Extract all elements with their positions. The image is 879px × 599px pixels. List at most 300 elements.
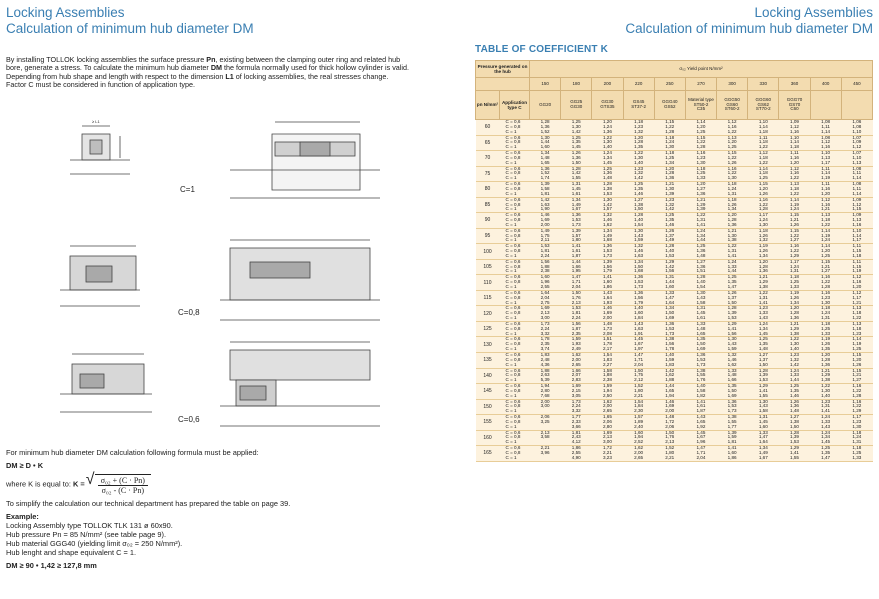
pn-value: 125 bbox=[476, 321, 500, 337]
k-value: 1,47 bbox=[665, 294, 675, 300]
k-value: 1,81 bbox=[540, 248, 550, 254]
k-value: 1,53 bbox=[727, 403, 737, 409]
k-value: 1,69 bbox=[727, 392, 737, 398]
k-value: 1,13 bbox=[852, 159, 862, 165]
example-line: Hub lenght and shape equivalent C = 1. bbox=[6, 548, 137, 557]
c-label: C = 0,6 bbox=[505, 134, 521, 140]
k-value-cell bbox=[810, 244, 841, 260]
hub-diagram-c1 bbox=[60, 112, 390, 212]
c-label: C = 0,6 bbox=[505, 165, 521, 171]
k-value-cell bbox=[841, 182, 872, 198]
k-value: 1,25 bbox=[789, 279, 799, 285]
k-value: 1,48 bbox=[696, 325, 706, 331]
k-value-cell bbox=[779, 213, 810, 229]
c-label: C = 0,8 bbox=[505, 356, 521, 362]
k-value: 1,25 bbox=[696, 128, 706, 134]
k-value: 1,53 bbox=[727, 315, 737, 321]
k-value: 1,43 bbox=[758, 403, 768, 409]
k-value: 2,06 bbox=[540, 414, 550, 420]
material-line: ST70-2 bbox=[755, 106, 771, 112]
k-value-cell bbox=[623, 166, 654, 182]
yield-value: 360 bbox=[779, 78, 810, 91]
k-value: 1,38 bbox=[665, 336, 675, 342]
k-value: 2,21 bbox=[634, 392, 644, 398]
pn-value: 105 bbox=[476, 259, 500, 275]
pn-value: 95 bbox=[476, 228, 500, 244]
k-value-cell bbox=[592, 290, 623, 306]
table-row bbox=[476, 446, 873, 462]
k-value: 1,25 bbox=[852, 346, 862, 352]
k-value: 1,42 bbox=[571, 170, 581, 176]
k-value bbox=[530, 456, 561, 461]
k-value: 1,78 bbox=[602, 341, 612, 347]
k-value-cell bbox=[779, 244, 810, 260]
k-value: 1,10 bbox=[789, 134, 799, 140]
table-row bbox=[476, 259, 873, 275]
k-value: 1,18 bbox=[789, 274, 799, 280]
pn-value: 165 bbox=[476, 446, 500, 462]
c-label: C = 0,6 bbox=[505, 320, 521, 326]
k-value: 1,16 bbox=[821, 201, 831, 207]
k-value: 1,14 bbox=[852, 190, 862, 196]
k-value: 1,37 bbox=[727, 294, 737, 300]
c-label: C = 1 bbox=[505, 439, 517, 445]
k-value: 1,24 bbox=[789, 367, 799, 373]
k-value: 1,18 bbox=[758, 139, 768, 145]
k-value: 1,30 bbox=[696, 159, 706, 165]
k-value-cell bbox=[748, 321, 779, 337]
k-value: 1,53 bbox=[540, 243, 550, 249]
k-value: 1,81 bbox=[727, 439, 737, 445]
k-value: 1,30 bbox=[602, 139, 612, 145]
k-value-cell bbox=[623, 244, 654, 260]
k-value-cell bbox=[592, 120, 623, 136]
k-value: 1,75 bbox=[540, 232, 550, 238]
k-value: 1,44 bbox=[540, 139, 550, 145]
c-label: C = 1 bbox=[505, 346, 517, 352]
k-value-cell bbox=[561, 337, 592, 353]
k-value: 1,44 bbox=[696, 237, 706, 243]
k-value: 1,44 bbox=[665, 279, 675, 285]
k-value-cell bbox=[654, 415, 685, 431]
k-value: 1,14 bbox=[758, 123, 768, 129]
k-value: 1,62 bbox=[602, 221, 612, 227]
k-value: 1,30 bbox=[634, 227, 644, 233]
k-value: 1,16 bbox=[789, 128, 799, 134]
k-value: 2,80 bbox=[602, 423, 612, 429]
k-value: 1,16 bbox=[789, 154, 799, 160]
k-value: 1,36 bbox=[571, 154, 581, 160]
application-type bbox=[500, 306, 530, 322]
k-value: 1,53 bbox=[571, 217, 581, 223]
application-type bbox=[500, 415, 530, 431]
k-value: 1,47 bbox=[571, 274, 581, 280]
k-value bbox=[530, 425, 561, 430]
k-value-cell bbox=[748, 430, 779, 446]
k-value: 1,09 bbox=[789, 119, 799, 124]
k-value: 1,14 bbox=[821, 227, 831, 233]
k-value: 1,19 bbox=[821, 175, 831, 181]
k-value-cell bbox=[530, 306, 561, 322]
k-value: 1,24 bbox=[789, 263, 799, 269]
k-value: 1,60 bbox=[540, 144, 550, 150]
c-label: C = 0,6 bbox=[505, 398, 521, 404]
k-value: 1,15 bbox=[758, 181, 768, 187]
k-value-cell bbox=[810, 151, 841, 167]
k-value: 1,39 bbox=[758, 372, 768, 378]
k-value: 1,38 bbox=[727, 414, 737, 420]
k-value: 1,88 bbox=[665, 377, 675, 383]
k-value-cell bbox=[717, 197, 748, 213]
k-value: 1,32 bbox=[758, 237, 768, 243]
k-value-cell bbox=[748, 135, 779, 151]
coefficient-table bbox=[475, 60, 873, 462]
k-value: 2,13 bbox=[540, 310, 550, 316]
pn-value: 145 bbox=[476, 384, 500, 400]
k-value-cell bbox=[810, 368, 841, 384]
k-value-cell bbox=[779, 446, 810, 462]
k-value: 1,31 bbox=[821, 403, 831, 409]
k-value: 1,10 bbox=[758, 119, 768, 124]
c-label: C = 0,8 bbox=[505, 201, 521, 207]
k-value-cell bbox=[654, 399, 685, 415]
k-value: 1,12 bbox=[727, 119, 737, 124]
k-value: 1,12 bbox=[789, 123, 799, 129]
k-value-cell bbox=[748, 228, 779, 244]
k-value: 1,25 bbox=[727, 144, 737, 150]
k-value-cell bbox=[623, 182, 654, 198]
k-value: 1,21 bbox=[821, 206, 831, 212]
k-value: 1,27 bbox=[634, 196, 644, 202]
material-line: GS62 bbox=[757, 101, 770, 107]
k-value: 2,00 bbox=[540, 221, 550, 227]
yield-value: 220 bbox=[623, 78, 654, 91]
k-value: 1,25 bbox=[571, 119, 581, 124]
k-value: 1,84 bbox=[634, 315, 644, 321]
material-line: GG30 bbox=[601, 99, 614, 105]
k-value: 1,08 bbox=[821, 134, 831, 140]
k-value: 1,25 bbox=[789, 383, 799, 389]
k-value-cell bbox=[779, 290, 810, 306]
k-value: 1,86 bbox=[571, 445, 581, 451]
k-value-cell bbox=[810, 384, 841, 400]
k-value-cell bbox=[654, 135, 685, 151]
k-value-cell bbox=[654, 290, 685, 306]
k-value: 1,23 bbox=[852, 418, 862, 424]
k-value: 1,36 bbox=[758, 268, 768, 274]
k-value: 2,06 bbox=[665, 423, 675, 429]
k-value: 1,31 bbox=[571, 181, 581, 187]
k-value: 1,47 bbox=[634, 351, 644, 357]
k-value-cell bbox=[592, 197, 623, 213]
k-value: 1,21 bbox=[727, 227, 737, 233]
k-value: 1,73 bbox=[727, 408, 737, 414]
k-value: 1,76 bbox=[696, 377, 706, 383]
c-label: C = 0,8 bbox=[505, 325, 521, 331]
k-value: 1,39 bbox=[665, 190, 675, 196]
k-value: 1,88 bbox=[602, 372, 612, 378]
k-value-cell bbox=[530, 213, 561, 229]
k-value: 1,33 bbox=[727, 263, 737, 269]
k-value-cell bbox=[810, 120, 841, 136]
k-value: 1,80 bbox=[634, 387, 644, 393]
k-value: 1,22 bbox=[821, 221, 831, 227]
k-value: 1,63 bbox=[540, 201, 550, 207]
k-value: 1,33 bbox=[789, 372, 799, 378]
k-value: 1,15 bbox=[665, 119, 675, 124]
k-value: 1,42 bbox=[634, 175, 644, 181]
k-value: 1,22 bbox=[821, 279, 831, 285]
k-value: 1,21 bbox=[758, 274, 768, 280]
c-label: C = 1 bbox=[505, 128, 517, 134]
k-value: 1,16 bbox=[727, 123, 737, 129]
pn-value: 70 bbox=[476, 151, 500, 167]
k-value-cell bbox=[654, 197, 685, 213]
k-value-cell bbox=[717, 244, 748, 260]
k-value: 1,14 bbox=[789, 139, 799, 145]
k-value-cell bbox=[623, 275, 654, 291]
table-title: TABLE OF COEFFICIENT K bbox=[475, 44, 609, 55]
k-value-cell bbox=[530, 166, 561, 182]
k-value-cell bbox=[654, 228, 685, 244]
table-header-row bbox=[476, 61, 873, 78]
k-value: 1,34 bbox=[758, 445, 768, 451]
k-value-cell bbox=[685, 306, 716, 322]
pn-value: 75 bbox=[476, 166, 500, 182]
k-value: 2,04 bbox=[696, 454, 706, 460]
example-line: Locking Assembly type TOLLOK TLK 131 ø 60x90. bbox=[6, 521, 173, 530]
k-value-cell bbox=[717, 182, 748, 198]
c-label: C = 1 bbox=[505, 361, 517, 367]
k-value: 1,38 bbox=[696, 367, 706, 373]
k-value: 1,27 bbox=[696, 258, 706, 264]
k-value: 1,20 bbox=[789, 305, 799, 311]
k-value: 1,48 bbox=[758, 346, 768, 352]
yield-value: 270 bbox=[685, 78, 716, 91]
k-value-cell bbox=[841, 368, 872, 384]
k-value-cell bbox=[685, 120, 716, 136]
k-value: 1,23 bbox=[852, 330, 862, 336]
k-value: 1,61 bbox=[571, 248, 581, 254]
k-value: 1,35 bbox=[727, 383, 737, 389]
table-row bbox=[476, 213, 873, 229]
k-value: 1,59 bbox=[727, 346, 737, 352]
k-value: 1,51 bbox=[696, 268, 706, 274]
k-value: 1,54 bbox=[602, 351, 612, 357]
k-value: 1,33 bbox=[821, 418, 831, 424]
k-value: 1,38 bbox=[758, 284, 768, 289]
k-value: 1,34 bbox=[758, 325, 768, 331]
c-label: C = 0,6 bbox=[505, 150, 521, 156]
k-value: 2,30 bbox=[634, 408, 644, 414]
k-value-cell bbox=[623, 151, 654, 167]
k-value: 1,44 bbox=[665, 383, 675, 389]
application-type bbox=[500, 352, 530, 368]
pn-value: 140 bbox=[476, 368, 500, 384]
k-value: 1,07 bbox=[852, 134, 862, 140]
k-value: 1,17 bbox=[789, 258, 799, 264]
k-value: 1,26 bbox=[727, 201, 737, 207]
k-value: 1,31 bbox=[789, 268, 799, 274]
k-value: 1,72 bbox=[602, 445, 612, 451]
c-label: C = 1 bbox=[505, 392, 517, 398]
k-value: 1,28 bbox=[727, 217, 737, 223]
k-value: 4,12 bbox=[571, 439, 581, 445]
k-value: 1,46 bbox=[602, 217, 612, 223]
table-row bbox=[476, 368, 873, 384]
k-value-cell bbox=[841, 120, 872, 136]
c-label: C = 0,8 bbox=[505, 450, 521, 455]
k-value: 1,59 bbox=[634, 237, 644, 243]
k-value: 1,77 bbox=[727, 423, 737, 429]
c-label: C = 0,6 bbox=[505, 119, 521, 124]
k-value: 1,18 bbox=[789, 144, 799, 150]
k-value: 1,34 bbox=[789, 299, 799, 305]
k-value: 1,18 bbox=[852, 429, 862, 435]
table-row bbox=[476, 244, 873, 260]
k-value: 3,74 bbox=[540, 346, 550, 352]
k-value: 1,42 bbox=[602, 201, 612, 207]
k-value: 1,48 bbox=[727, 372, 737, 378]
table-row bbox=[476, 275, 873, 291]
material-type bbox=[685, 91, 716, 120]
k-value: 1,48 bbox=[665, 414, 675, 420]
k-value: 1,25 bbox=[727, 274, 737, 280]
k-value: 1,18 bbox=[821, 217, 831, 223]
k-value: 1,11 bbox=[852, 185, 862, 191]
k-value: 1,34 bbox=[665, 305, 675, 311]
k-value: 1,50 bbox=[727, 299, 737, 305]
dim-label: ≥ L1 bbox=[92, 119, 100, 124]
k-value-cell bbox=[717, 368, 748, 384]
k-value: 1,69 bbox=[540, 217, 550, 223]
pn-value: 155 bbox=[476, 415, 500, 431]
k-value-cell bbox=[717, 415, 748, 431]
k-value-cell bbox=[561, 182, 592, 198]
k-value: 1,34 bbox=[540, 150, 550, 156]
k-value-cell bbox=[841, 399, 872, 415]
k-value: 1,41 bbox=[758, 387, 768, 393]
material-line: ST60-2 bbox=[724, 106, 740, 112]
k-value: 1,09 bbox=[852, 196, 862, 202]
k-value: 1,22 bbox=[852, 403, 862, 409]
yield-value: 150 bbox=[530, 78, 561, 91]
k-value-cell bbox=[717, 337, 748, 353]
k-value-cell bbox=[623, 415, 654, 431]
k-value-cell bbox=[841, 415, 872, 431]
k-value-cell bbox=[561, 321, 592, 337]
k-value: 1,34 bbox=[602, 154, 612, 160]
k-value-cell bbox=[717, 352, 748, 368]
k-value-cell bbox=[810, 213, 841, 229]
k-value: 3,00 bbox=[540, 315, 550, 321]
k-value: 1,73 bbox=[602, 325, 612, 331]
k-value: 1,91 bbox=[634, 330, 644, 336]
k-value: 1,30 bbox=[665, 144, 675, 150]
k-value-cell bbox=[810, 290, 841, 306]
k-value: 1,78 bbox=[540, 336, 550, 342]
k-value: 1,88 bbox=[540, 367, 550, 373]
k-value: 2,48 bbox=[540, 356, 550, 362]
example-title: Example: bbox=[6, 512, 39, 521]
k-value: 1,20 bbox=[665, 165, 675, 171]
k-value-cell bbox=[841, 430, 872, 446]
k-value: 2,65 bbox=[571, 361, 581, 367]
k-value-cell bbox=[592, 213, 623, 229]
k-value: 2,55 bbox=[540, 284, 550, 289]
k-value: 2,24 bbox=[540, 252, 550, 258]
k-value: 1,28 bbox=[758, 206, 768, 212]
k-value: 1,49 bbox=[540, 227, 550, 233]
formula-main: DM ≥ D • K bbox=[6, 461, 44, 470]
material-line: GGG50 bbox=[724, 96, 740, 102]
application-type bbox=[500, 197, 530, 213]
intro-paragraph bbox=[6, 56, 410, 81]
k-value-cell bbox=[592, 244, 623, 260]
application-type bbox=[500, 275, 530, 291]
c-label: C = 1 bbox=[505, 221, 517, 227]
k-value: 1,36 bbox=[540, 123, 550, 129]
table-row bbox=[476, 384, 873, 400]
c-label: C = 0,8 bbox=[505, 263, 521, 269]
k-value: 1,55 bbox=[696, 372, 706, 378]
application-type bbox=[500, 368, 530, 384]
k-value-cell bbox=[685, 321, 716, 337]
k-value-cell bbox=[748, 337, 779, 353]
k-value-cell bbox=[530, 228, 561, 244]
k-value-cell bbox=[748, 166, 779, 182]
k-value: 1,72 bbox=[665, 418, 675, 424]
k-value: 1,30 bbox=[540, 134, 550, 140]
k-value: 1,40 bbox=[602, 144, 612, 150]
c-label: C = 1 bbox=[505, 237, 517, 243]
application-type bbox=[500, 166, 530, 182]
k-value: 1,17 bbox=[758, 212, 768, 218]
k-value-cell bbox=[779, 120, 810, 136]
c-label: C = 0,6 bbox=[505, 196, 521, 202]
k-value-cell bbox=[685, 446, 716, 462]
k-value: 1,35 bbox=[789, 387, 799, 393]
pn-header: pn N/mm² bbox=[476, 91, 500, 120]
k-value-cell bbox=[530, 337, 561, 353]
k-value: 1,22 bbox=[789, 232, 799, 238]
intro-dm: DM bbox=[210, 63, 223, 73]
k-value: 1,18 bbox=[758, 128, 768, 134]
k-value: 5,39 bbox=[540, 377, 550, 383]
k-value: 1,30 bbox=[727, 232, 737, 238]
k-value-cell bbox=[592, 166, 623, 182]
k-value-cell bbox=[685, 430, 716, 446]
k-value: 1,38 bbox=[634, 201, 644, 207]
k-value: 1,10 bbox=[852, 154, 862, 160]
material-type bbox=[561, 91, 592, 120]
k-value: 1,24 bbox=[727, 258, 737, 264]
k-value: 3,05 bbox=[571, 392, 581, 398]
k-value: 1,28 bbox=[696, 144, 706, 150]
k-value: 1,86 bbox=[727, 454, 737, 460]
k-value-cell bbox=[654, 166, 685, 182]
k-value: 1,87 bbox=[571, 252, 581, 258]
k-value: 1,39 bbox=[727, 429, 737, 435]
k-value-cell bbox=[592, 430, 623, 446]
k-value: 3,58 bbox=[540, 434, 550, 440]
k-value: 2,50 bbox=[602, 392, 612, 398]
k-value: 1,80 bbox=[571, 237, 581, 243]
k-value: 1,56 bbox=[602, 263, 612, 269]
k-value: 1,17 bbox=[852, 237, 862, 243]
k-value-cell bbox=[561, 430, 592, 446]
k-value: 1,53 bbox=[665, 325, 675, 331]
